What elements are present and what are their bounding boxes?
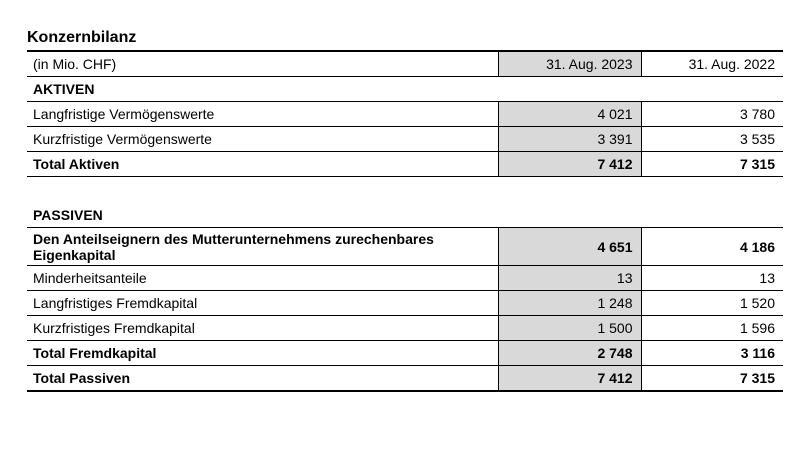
total-row-fremdkapital: [27, 341, 783, 366]
value-2022: 4 186: [641, 228, 783, 266]
row-label: Total Fremdkapital: [27, 341, 498, 366]
value-2022: 1 520: [641, 291, 783, 316]
section-title-passiven: PASSIVEN: [27, 203, 783, 228]
header-row: [27, 51, 783, 77]
value-2023: 2 748: [498, 341, 641, 366]
value-2023: 1 500: [498, 316, 641, 341]
table-row: [27, 316, 783, 341]
value-2023: 3 391: [498, 127, 641, 152]
equity-row: [27, 228, 783, 266]
value-2022: 13: [641, 266, 783, 291]
row-label: Langfristiges Fremdkapital: [27, 291, 498, 316]
table-row: [27, 291, 783, 316]
total-row-aktiven: [27, 152, 783, 177]
balance-table: [27, 50, 783, 392]
spacer-row: [27, 177, 783, 204]
value-2023: 1 248: [498, 291, 641, 316]
value-2022: 3 116: [641, 341, 783, 366]
row-label: Total Aktiven: [27, 152, 498, 177]
row-label: Kurzfristiges Fremdkapital: [27, 316, 498, 341]
table-row: [27, 102, 783, 127]
row-label: Minderheitsanteile: [27, 266, 498, 291]
section-row-aktiven: [27, 77, 783, 102]
column-header-2022: 31. Aug. 2022: [641, 51, 783, 77]
row-label: Langfristige Vermögenswerte: [27, 102, 498, 127]
value-2022: 7 315: [641, 152, 783, 177]
table-row: [27, 266, 783, 291]
section-row-passiven: [27, 203, 783, 228]
value-2022: 3 780: [641, 102, 783, 127]
unit-label: (in Mio. CHF): [27, 51, 498, 77]
row-label: Kurzfristige Vermögenswerte: [27, 127, 498, 152]
balance-sheet: [27, 26, 783, 392]
value-2022: 1 596: [641, 316, 783, 341]
value-2023: 4 021: [498, 102, 641, 127]
column-header-2023: 31. Aug. 2023: [498, 51, 641, 77]
row-label: Total Passiven: [27, 366, 498, 392]
row-label: Den Anteilseignern des Mutterunternehmens zurechenbares Eigenkapital: [27, 228, 498, 266]
value-2022: 7 315: [641, 366, 783, 392]
value-2023: 7 412: [498, 366, 641, 392]
total-row-passiven: [27, 366, 783, 392]
value-2023: 13: [498, 266, 641, 291]
table-row: [27, 127, 783, 152]
page-title: Konzernbilanz: [27, 29, 137, 46]
value-2023: 7 412: [498, 152, 641, 177]
section-title-aktiven: AKTIVEN: [27, 77, 783, 102]
value-2022: 3 535: [641, 127, 783, 152]
value-2023: 4 651: [498, 228, 641, 266]
